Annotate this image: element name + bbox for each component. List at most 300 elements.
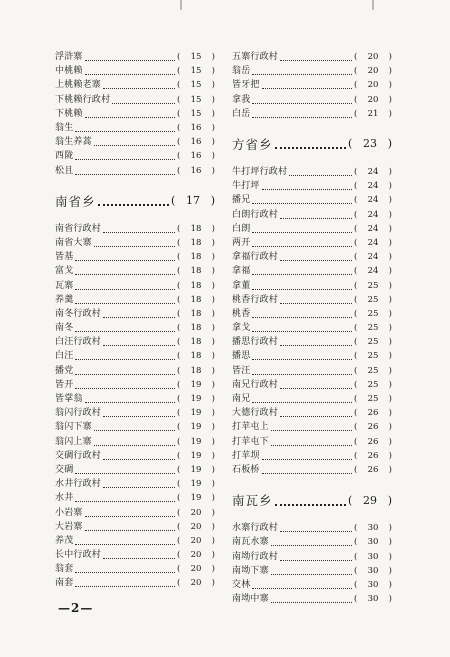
paren-close: ) [211,252,215,263]
entry-name: 大德行政村 [232,408,279,419]
page-ref [354,279,392,293]
paren-close: ) [388,408,392,419]
toc-entry [55,135,215,149]
paren-close: ) [388,594,392,605]
page-number-ref: 23 [363,137,377,151]
entry-name: 下桃赖 [55,108,83,119]
paren-open: ( [177,94,181,105]
paren-close: ) [388,52,392,63]
page-number-ref: 30 [367,565,379,576]
paren-open: ( [177,394,181,405]
page-ref [177,236,215,250]
paren-open: ( [177,52,181,63]
page-ref [354,293,392,307]
toc-entry [55,477,215,491]
paren-open: ( [177,308,181,319]
entry-name: 皆汪 [232,365,251,376]
page-number-ref: 20 [367,66,379,77]
page-ref [354,364,392,378]
page-ref [354,193,392,207]
paren-open: ( [177,507,181,518]
entry-name: 白汪行政村 [55,337,102,348]
toc-entry [55,491,215,505]
paren-close: ) [388,351,392,362]
dot-leader [280,217,352,219]
dot-leader [252,358,352,360]
paren-open: ( [354,394,358,405]
page-ref [354,463,392,477]
paren-close: ) [388,209,392,220]
toc-entry [232,549,392,563]
toc-entry [55,222,215,236]
page-ref [177,321,215,335]
paren-close: ) [388,365,392,376]
dot-leader [252,231,352,233]
page-ref [354,420,392,434]
toc-entry [232,50,392,64]
toc-entry [55,548,215,562]
entry-name: 上桃赖老寨 [55,80,102,91]
page-number-ref: 26 [367,464,379,475]
toc-entry [55,505,215,519]
paren-open: ( [177,123,181,134]
dot-leader [280,259,352,261]
entry-name: 皆基 [55,252,74,263]
dot-leader [280,344,352,346]
paren-open: ( [354,294,358,305]
dot-leader [85,401,175,403]
entry-name: 石板桥 [232,464,260,475]
paren-close: ) [388,237,392,248]
paren-close: ) [388,537,392,548]
page-ref [177,335,215,349]
paren-open: ( [354,422,358,433]
paren-close: ) [211,108,215,119]
page-ref [177,250,215,264]
paren-close: ) [387,137,392,151]
dot-leader [85,116,175,118]
toc-entry [55,335,215,349]
paren-close: ) [388,579,392,590]
page-ref [348,137,392,150]
toc-entry [232,349,392,363]
paren-close: ) [211,564,215,575]
entry-name: 白朗 [232,223,251,234]
entry-name: 牛打坪行政村 [232,167,288,178]
paren-open: ( [177,450,181,461]
toc-entry [232,321,392,335]
dot-leader [271,544,352,546]
page-number-ref: 26 [367,450,379,461]
entry-name: 五寨行政村 [232,52,279,63]
dot-leader [271,573,352,575]
paren-open: ( [177,564,181,575]
paren-open: ( [354,579,358,590]
dot-leader [280,302,352,304]
dot-leader [252,316,352,318]
page-number-ref: 18 [190,351,202,362]
page-number-ref: 15 [190,52,202,63]
page-number-ref: 18 [190,280,202,291]
page-ref [354,236,392,250]
toc-entry [55,250,215,264]
entry-name: 翁闪上寨 [55,436,92,447]
toc-entry [232,64,392,78]
paren-open: ( [354,408,358,419]
page-ref [354,50,392,64]
dot-leader [85,59,175,61]
scan-edge-mark [372,0,374,10]
page-number-ref: 24 [367,167,379,178]
paren-close: ) [388,66,392,77]
toc-section-heading [232,485,392,515]
toc-entry [232,463,392,477]
toc-entry [232,564,392,578]
entry-name: 大岩寨 [55,521,83,532]
toc-entry [55,121,215,135]
entry-name: 交碉 [55,464,74,475]
paren-close: ) [211,422,215,433]
paren-open: ( [354,450,358,461]
toc-section-heading [55,186,215,216]
paren-open: ( [354,365,358,376]
toc-entry [55,293,215,307]
toc-left-column [55,50,215,591]
paren-open: ( [354,66,358,77]
dot-leader [103,231,175,233]
paren-open: ( [177,108,181,119]
page-number-ref: 24 [367,195,379,206]
page-ref [354,535,392,549]
dot-leader [75,259,175,261]
page-ref [177,449,215,463]
toc-entry [232,250,392,264]
paren-open: ( [177,550,181,561]
page-ref [354,93,392,107]
page-ref [177,392,215,406]
toc-entry [232,293,392,307]
dot-leader [75,130,175,132]
toc-entry [232,179,392,193]
dot-leader [275,503,346,506]
toc-entry [55,78,215,92]
page-number-ref: 21 [367,108,379,119]
page-ref [177,93,215,107]
paren-close: ) [388,80,392,91]
paren-open: ( [354,252,358,263]
page-ref [354,592,392,606]
page-number-ref: 20 [190,578,202,589]
toc-entry [55,520,215,534]
page-number-ref: 24 [367,237,379,248]
page-number-ref: 25 [367,323,379,334]
dot-leader [75,330,175,332]
page-number-ref: 19 [190,436,202,447]
paren-open: ( [177,252,181,263]
page-number-ref: 18 [190,237,202,248]
paren-close: ) [211,479,215,490]
entry-name: 南兄 [232,394,251,405]
page-number-ref: 25 [367,379,379,390]
paren-open: ( [354,237,358,248]
page-ref [354,435,392,449]
toc-entry [232,378,392,392]
paren-close: ) [388,94,392,105]
paren-open: ( [354,280,358,291]
toc-entry [232,208,392,222]
page-number-ref: 20 [367,94,379,105]
paren-open: ( [177,151,181,162]
paren-close: ) [211,436,215,447]
dot-leader [252,373,352,375]
entry-name: 水寨行政村 [232,523,279,534]
paren-close: ) [388,195,392,206]
dot-leader [262,472,352,474]
paren-close: ) [211,137,215,148]
paren-close: ) [211,80,215,91]
page-number-ref: 30 [367,594,379,605]
entry-name: 牛打坪 [232,181,260,192]
page-number-ref: 24 [367,252,379,263]
page-ref [177,406,215,420]
toc-entry [232,535,392,549]
paren-close: ) [211,66,215,77]
page-number-ref: 15 [190,108,202,119]
paren-open: ( [177,464,181,475]
paren-open: ( [177,379,181,390]
paren-open: ( [354,108,358,119]
paren-close: ) [211,294,215,305]
page-ref [177,534,215,548]
page-ref [177,491,215,505]
dot-leader [103,458,175,460]
toc-entry [55,576,215,590]
entry-name: 水井 [55,493,74,504]
page-ref [177,279,215,293]
entry-name: 播兄 [232,195,251,206]
toc-entry [232,107,392,121]
paren-close: ) [211,408,215,419]
paren-open: ( [354,537,358,548]
paren-open: ( [177,66,181,77]
page-number-ref: 26 [367,436,379,447]
paren-close: ) [388,323,392,334]
paren-open: ( [354,266,358,277]
dot-leader [94,144,175,146]
paren-close: ) [388,266,392,277]
entry-name: 中桃赖 [55,66,83,77]
section-title: 南省乡 [55,193,96,209]
toc-entry [55,534,215,548]
page-number-ref: 19 [190,422,202,433]
paren-open: ( [354,80,358,91]
dot-leader [75,173,175,175]
paren-close: ) [388,436,392,447]
paren-open: ( [354,379,358,390]
page-number-ref: 17 [186,194,200,208]
toc-right-column [232,50,392,606]
paren-open: ( [354,594,358,605]
dot-leader [112,102,175,104]
entry-name: 拿我 [232,94,251,105]
page-number-ref: 25 [367,280,379,291]
page-ref [177,562,215,576]
paren-close: ) [388,450,392,461]
paren-close: ) [211,535,215,546]
page-number-ref: 15 [190,66,202,77]
toc-entry [232,449,392,463]
dot-leader [280,59,352,61]
toc-entry [55,420,215,434]
page-number-ref: 19 [190,408,202,419]
page-number-ref: 16 [190,165,202,176]
entry-name: 白岳 [232,108,251,119]
paren-close: ) [211,450,215,461]
page-number-ref: 18 [190,323,202,334]
paren-open: ( [171,194,176,208]
entry-name: 富戈 [55,266,74,277]
toc-entry [55,364,215,378]
dot-leader [262,458,352,460]
paren-close: ) [211,493,215,504]
entry-name: 南省行政村 [55,223,102,234]
entry-name: 下桃赖行政村 [55,94,111,105]
paren-close: ) [388,337,392,348]
section-title: 南瓦乡 [232,493,273,509]
toc-entry [232,420,392,434]
page-number-ref: 18 [190,223,202,234]
page-number-ref: 30 [367,551,379,562]
dot-leader [103,486,175,488]
page-number-ref: 18 [190,308,202,319]
paren-close: ) [211,280,215,291]
paren-open: ( [177,578,181,589]
entry-name: 翁生 [55,123,74,134]
entry-name: 南冬行政村 [55,308,102,319]
paren-close: ) [211,165,215,176]
page-ref [177,307,215,321]
page-number-ref: 18 [190,294,202,305]
page-ref [177,506,215,520]
dot-leader [252,330,352,332]
paren-close: ) [211,52,215,63]
paren-open: ( [177,137,181,148]
entry-name: 水井行政村 [55,479,102,490]
entry-name: 西陇 [55,151,74,162]
page-number-ref: 16 [190,123,202,134]
dot-leader [94,444,175,446]
paren-open: ( [177,323,181,334]
page-number-ref: 18 [190,337,202,348]
paren-open: ( [354,565,358,576]
entry-name: 南套 [55,578,74,589]
toc-entry [232,236,392,250]
dot-leader [271,429,352,431]
page-ref [354,521,392,535]
page-ref [177,149,215,163]
section-title: 方省乡 [232,136,273,152]
paren-close: ) [388,523,392,534]
paren-close: ) [211,323,215,334]
page-ref [177,121,215,135]
paren-close: ) [211,351,215,362]
page-ref [354,264,392,278]
paren-close: ) [388,223,392,234]
dot-leader [262,87,352,89]
dot-leader [75,571,175,573]
page-ref [177,264,215,278]
dot-leader [252,587,352,589]
page-number-ref: 20 [367,80,379,91]
toc-entry [55,164,215,178]
paren-open: ( [177,80,181,91]
page-ref [354,208,392,222]
toc-entry [55,321,215,335]
entry-name: 拿戈 [232,323,251,334]
paren-open: ( [354,551,358,562]
toc-entry [55,93,215,107]
entry-name: 浮浒寨 [55,52,83,63]
toc-entry [55,149,215,163]
paren-close: ) [388,394,392,405]
page-ref [354,321,392,335]
page-number-ref: 29 [363,493,377,507]
paren-open: ( [177,223,181,234]
paren-close: ) [211,550,215,561]
entry-name: 翁闪下寨 [55,422,92,433]
dot-leader [103,316,175,318]
entry-name: 养羹 [55,294,74,305]
paren-open: ( [348,137,353,151]
dot-leader [271,444,352,446]
paren-close: ) [211,464,215,475]
page-ref [177,477,215,491]
entry-name: 养茂 [55,535,74,546]
entry-name: 南坳中寨 [232,594,269,605]
page-number-ref: 19 [190,394,202,405]
page-ref [177,107,215,121]
toc-entry [55,392,215,406]
dot-leader [85,515,175,517]
entry-name: 翁岳 [232,66,251,77]
paren-close: ) [387,493,392,507]
entry-name: 翁闪行政村 [55,408,102,419]
page-number-ref: 26 [367,422,379,433]
page-ref [354,449,392,463]
toc-entry [55,64,215,78]
paren-close: ) [211,394,215,405]
dot-leader [252,202,352,204]
toc-entry [232,165,392,179]
toc-entry [55,107,215,121]
entry-name: 瓦寨 [55,280,74,291]
paren-open: ( [177,521,181,532]
dot-leader [280,530,352,532]
toc-entry [55,236,215,250]
page-number-ref: 19 [190,464,202,475]
page-number-ref: 19 [190,493,202,504]
paren-open: ( [354,195,358,206]
entry-name: 拿福行政村 [232,252,279,263]
page-number-ref: 30 [367,523,379,534]
page-number-ref: 20 [367,52,379,63]
paren-open: ( [177,280,181,291]
dot-leader [289,174,352,176]
dot-leader [252,73,352,75]
paren-close: ) [388,181,392,192]
toc-entry [55,562,215,576]
page-ref [177,548,215,562]
